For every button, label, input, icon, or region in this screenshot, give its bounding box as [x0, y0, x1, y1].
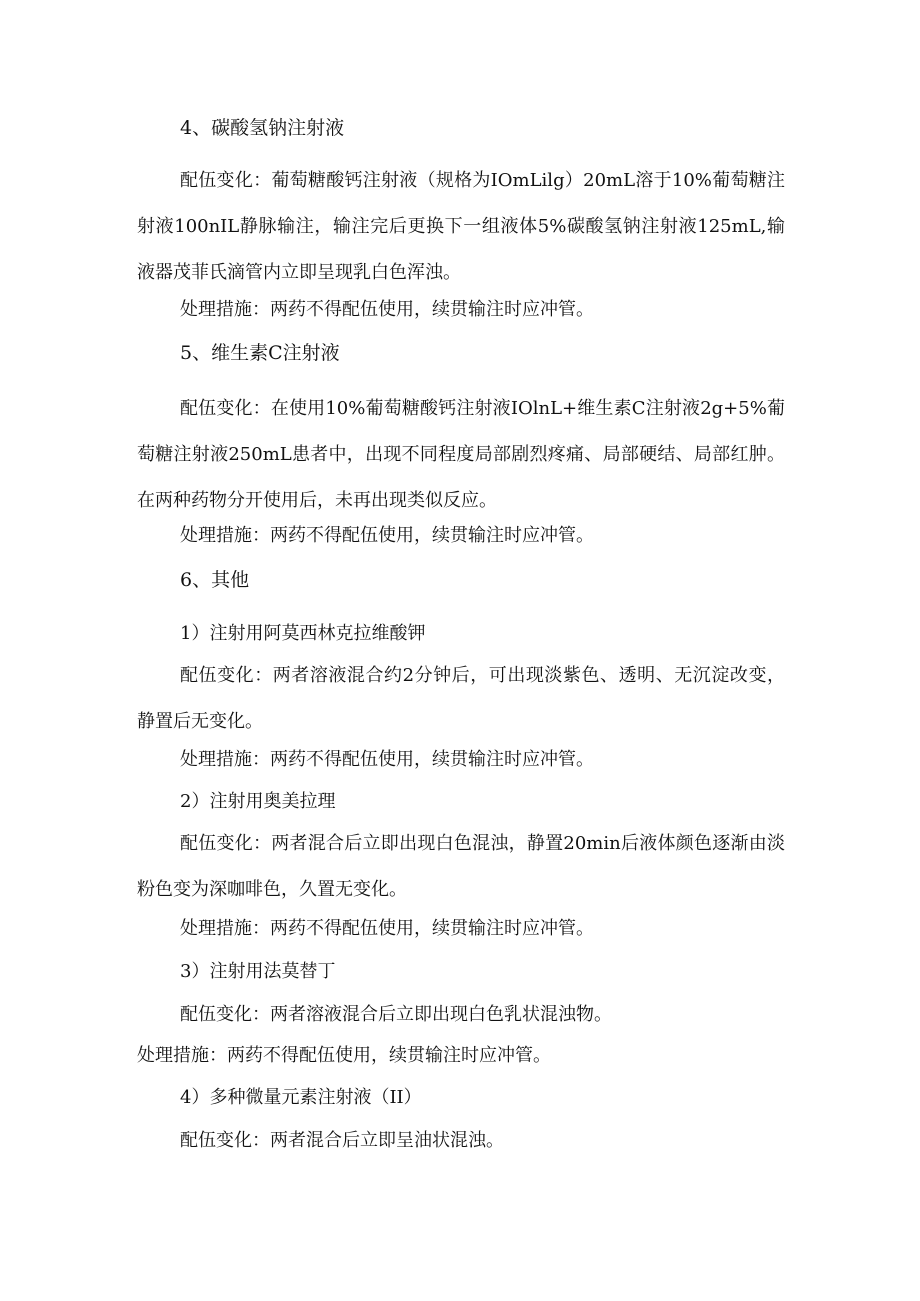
item-title: 1）注射用阿莫西林克拉维酸钾	[180, 623, 426, 644]
item-title: 3）注射用法莫替丁	[180, 961, 336, 982]
paragraph-treatment: 处理措施：两药不得配伍使用，续贯输注时应冲管。	[180, 918, 594, 939]
section-heading-other: 6、其他	[180, 569, 250, 591]
item-title: 4）多种微量元素注射液（II）	[180, 1087, 422, 1108]
paragraph-treatment: 处理措施：两药不得配伍使用，续贯输注时应冲管。	[137, 1045, 551, 1066]
section-heading-sodium-bicarbonate: 4、碳酸氢钠注射液	[180, 117, 345, 139]
paragraph-compat-change: 配伍变化：在使用10%葡萄糖酸钙注射液IOlnL+维生素C注射液2g+5%葡萄糖注射液250mL患者中，出现不同程度局部剧烈疼痛、局部硬结、局部红肿。在两种药物分开使用后，未再出现类似反应。	[137, 398, 785, 511]
paragraph-compat-change: 配伍变化：两者混合后立即呈油状混浊。	[180, 1130, 504, 1151]
paragraph-treatment: 处理措施：两药不得配伍使用，续贯输注时应冲管。	[180, 525, 594, 546]
paragraph-treatment: 处理措施：两药不得配伍使用，续贯输注时应冲管。	[180, 749, 594, 770]
paragraph-compat-change: 配伍变化：葡萄糖酸钙注射液（规格为IOmLilg）20mL溶于10%葡萄糖注射液100nIL静脉输注，输注完后更换下一组液体5%碳酸氢钠注射液125mL,输液器茂菲氏滴管内立即呈现乳白色浑浊。	[137, 170, 785, 283]
paragraph-compat-change: 配伍变化：两者溶液混合约2分钟后，可出现淡紫色、透明、无沉淀改变，静置后无变化。	[137, 665, 785, 732]
paragraph-treatment: 处理措施：两药不得配伍使用，续贯输注时应冲管。	[180, 299, 594, 320]
section-heading-vitamin-c: 5、维生素C注射液	[180, 342, 340, 364]
item-title: 2）注射用奥美拉理	[180, 791, 336, 812]
paragraph-compat-change: 配伍变化：两者溶液混合后立即出现白色乳状混浊物。	[180, 1004, 612, 1025]
paragraph-compat-change: 配伍变化：两者混合后立即出现白色混浊，静置20min后液体颜色逐渐由淡粉色变为深咖啡色，久置无变化。	[137, 833, 785, 900]
